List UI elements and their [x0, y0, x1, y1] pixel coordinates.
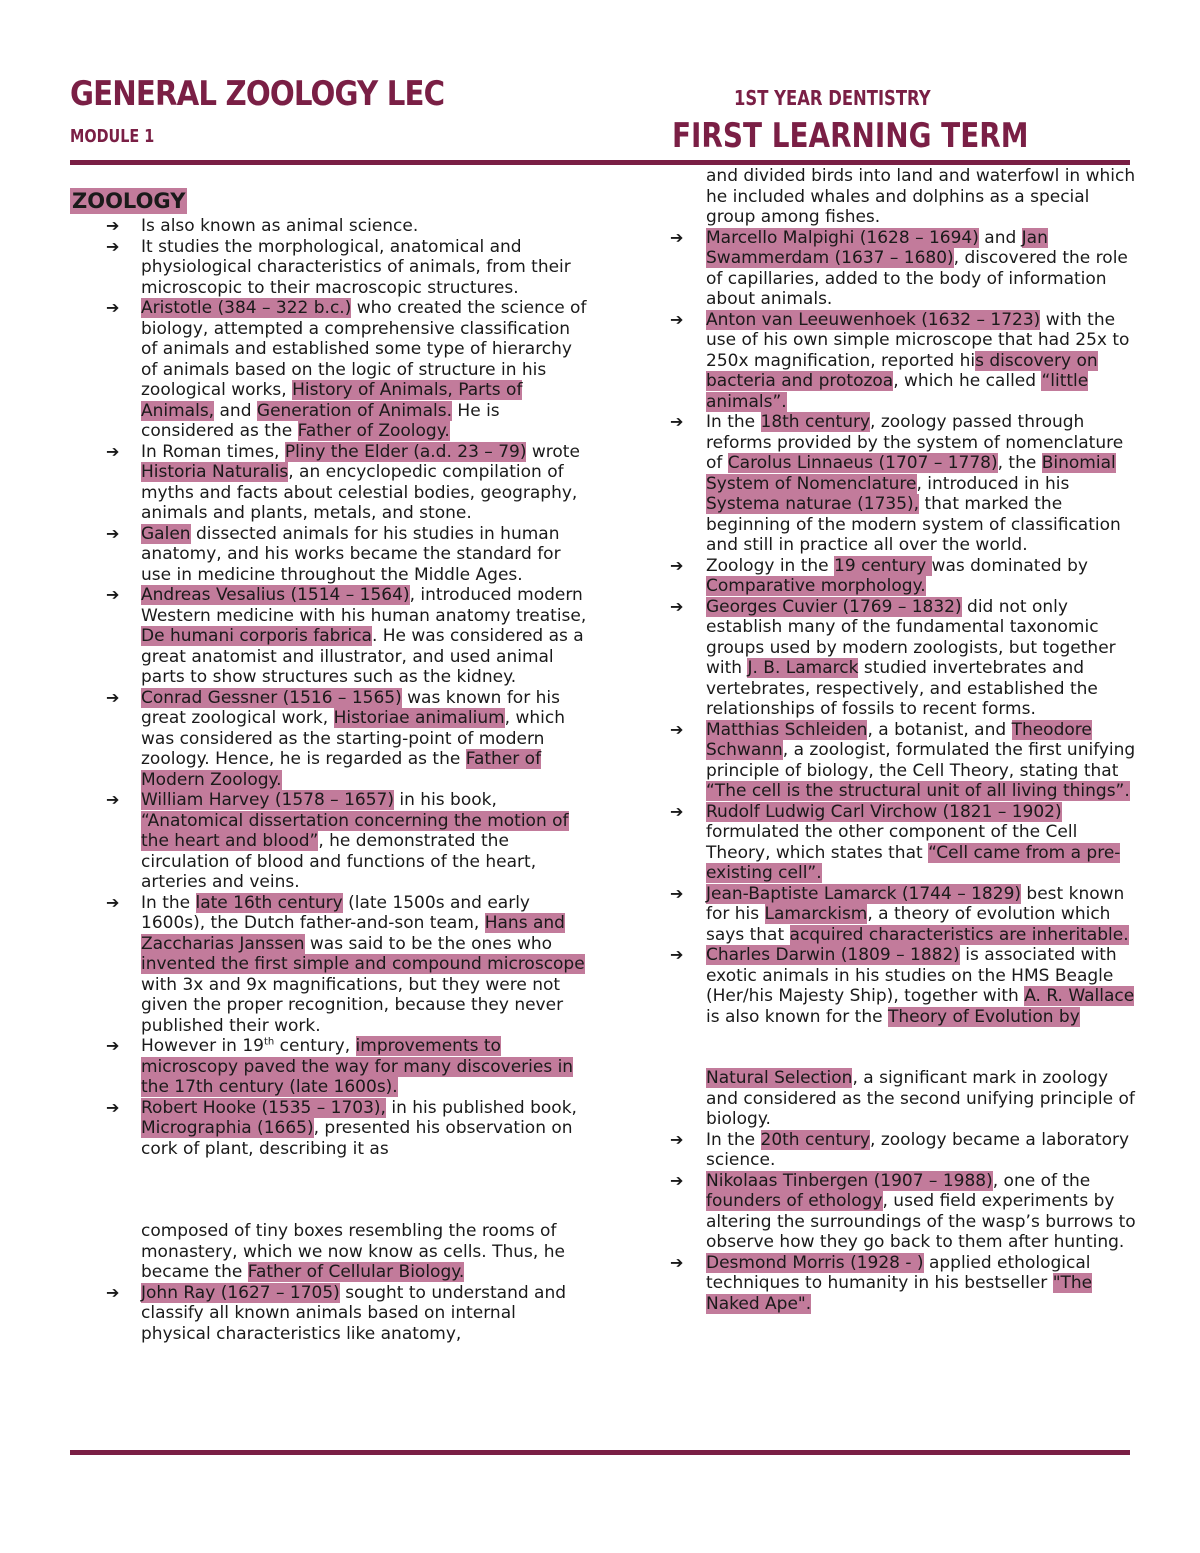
bullet-item [668, 1171, 1138, 1253]
text-run: that marked the beginning of the modern system of classification and still in practice all over the world. [706, 494, 1121, 555]
highlighted-text: Aristotle (384 – 322 b.c.) [141, 298, 352, 318]
highlighted-text: acquired characteristics are inheritable. [789, 924, 1129, 945]
module-label: MODULE 1 [70, 126, 155, 147]
highlighted-text: Carolus Linnaeus (1707 – 1778) [727, 453, 998, 473]
text-run: composed of tiny boxes resembling the rooms of monastery, which we now know as cells. Thus, he became the [141, 1221, 565, 1282]
highlighted-text: Historia Naturalis [141, 462, 289, 482]
highlighted-text: Hans and Zaccharias Janssen [141, 913, 565, 954]
highlighted-text: William Harvey (1578 – 1657) [141, 790, 394, 810]
bullet-item [70, 893, 590, 1037]
highlighted-text: 19 century [834, 555, 932, 576]
text-run: was said to be the ones who [304, 933, 553, 954]
left-list [70, 216, 590, 1159]
highlighted-text: Generation of Animals. [256, 400, 453, 421]
highlighted-text: Father of Zoology. [297, 421, 450, 441]
arrow-bullet-icon: ➔ [106, 1282, 120, 1302]
text-run: century, [274, 1036, 356, 1056]
arrow-bullet-icon: ➔ [670, 801, 684, 821]
arrow-bullet-icon: ➔ [670, 719, 684, 739]
highlighted-text: History of Animals, Parts of Animals, [141, 380, 523, 421]
arrow-bullet-icon: ➔ [670, 555, 684, 575]
bullet-item [70, 298, 590, 442]
right-lead: and divided birds into land and waterfowl in which he included whales and dolphins as a special group among fishes. [706, 166, 1136, 227]
highlighted-text: Jan Swammerdam (1637 – 1680) [706, 227, 1048, 268]
arrow-bullet-icon: ➔ [670, 412, 684, 431]
highlighted-text: “Anatomical dissertation concerning the motion of the heart and blood” [141, 810, 569, 851]
bullet-item [668, 412, 1138, 556]
highlighted-text: Rudolf Ludwig Carl Virchow (1821 – 1902) [706, 801, 1062, 822]
right-column [668, 166, 1138, 1314]
text-run: . He was considered as a great anatomist and illustrator, and used animal parts to show structures such as the kidney. [141, 626, 584, 687]
bottom-divider [70, 1450, 1130, 1455]
arrow-bullet-icon: ➔ [106, 298, 120, 317]
bullet-item [668, 720, 1138, 802]
arrow-bullet-icon: ➔ [106, 1097, 120, 1117]
highlighted-text: Galen [141, 523, 191, 544]
highlighted-text: Marcello Malpighi (1628 – 1694) [706, 227, 979, 248]
text-run: , zoology passed through reforms provided by the system of nomenclature of [706, 412, 1124, 473]
highlighted-text: Conrad Gessner (1516 – 1565) [141, 687, 402, 708]
text-run: (late 1500s and early 1600s), the Dutch father-and-son team, [141, 892, 530, 933]
arrow-bullet-icon: ➔ [106, 892, 120, 912]
highlighted-text: “The cell is the structural unit of all living things”. [706, 781, 1130, 801]
text-run: , a botanist, and [867, 719, 1012, 740]
bullet-item [70, 1283, 590, 1345]
arrow-bullet-icon: ➔ [106, 523, 120, 543]
text-run: He is considered as the [141, 400, 500, 441]
text-run: , used field experiments by altering the surroundings of the wasp’s burrows to observe how they go back to them after hunting. [706, 1191, 1136, 1252]
text-run: th [264, 1036, 275, 1048]
bullet-item [668, 802, 1138, 884]
bullet-item [70, 1036, 590, 1098]
text-run: , which he called [893, 371, 1042, 391]
text-run: , introduced in his [916, 473, 1070, 494]
highlighted-text: J. B. Lamarck [747, 658, 859, 678]
year-label: 1ST YEAR DENTISTRY [734, 86, 931, 110]
text-run: studied invertebrates and vertebrates, respectively, and established the relationships of fossils to recent forms. [706, 658, 1098, 719]
bullet-item [668, 945, 1138, 1027]
text-run: , a theory of evolution which says that [706, 904, 1111, 945]
left-list-2 [70, 1283, 590, 1345]
highlighted-text: "The Naked Ape". [706, 1273, 1093, 1314]
bullet-item [70, 790, 590, 893]
highlighted-text: Jean-Baptiste Lamarck (1744 – 1829) [706, 883, 1022, 904]
text-run: It studies the morphological, anatomical and physiological characteristics of animals, from their microscopic to their macroscopic structures. [141, 236, 571, 298]
bullet-item [70, 524, 590, 586]
right-continuation [668, 1068, 1138, 1130]
text-run: In the [141, 892, 196, 913]
right-list [668, 228, 1138, 1028]
text-run: is also known for the [706, 1006, 888, 1027]
text-run: , an encyclopedic compilation of myths and facts about celestial bodies, geography, animals and plants, metals, and stone. [141, 462, 578, 523]
bullet-item [668, 1130, 1138, 1171]
text-run: did not only establish many of the fundamental taxonomic groups used by modern zoologists, but together with [706, 596, 1116, 678]
highlighted-text: “Cell came from a pre-existing cell”. [706, 842, 1121, 883]
highlighted-text: Robert Hooke (1535 – 1703), [141, 1097, 386, 1118]
highlighted-text: Charles Darwin (1809 – 1882) [706, 945, 960, 965]
highlighted-text: Natural Selection [706, 1068, 853, 1088]
text-run: , a significant mark in zoology and considered as the second unifying principle of biology. [706, 1068, 1135, 1129]
highlighted-text: Anton van Leeuwenhoek (1632 – 1723) [706, 309, 1041, 330]
bullet-item [668, 597, 1138, 720]
bullet-item [70, 237, 590, 299]
text-run: was dominated by [931, 555, 1088, 576]
text-run: However in 19 [141, 1036, 264, 1056]
highlighted-text: founders of ethology [706, 1191, 883, 1211]
text-run: was known for his great zoological work, [141, 687, 560, 728]
arrow-bullet-icon: ➔ [670, 227, 684, 247]
arrow-bullet-icon: ➔ [106, 236, 120, 256]
text-run: Is also known as [141, 216, 286, 236]
text-run: dissected animals for his studies in human anatomy, and his works became the standard for use in medicine throughout the Middle Ages. [141, 523, 561, 585]
highlighted-text: Nikolaas Tinbergen (1907 – 1988) [706, 1170, 993, 1191]
highlighted-text: Comparative morphology. [706, 576, 926, 596]
highlighted-text: De humani corporis fabrica [141, 626, 372, 646]
text-run: , a zoologist, formulated the first unifying principle of biology, the Cell Theory, stating that [706, 740, 1136, 781]
bullet-item [70, 1098, 590, 1160]
arrow-bullet-icon: ➔ [670, 596, 684, 616]
text-run: formulated the other component of the Cell Theory, which states that [706, 822, 1078, 863]
bullet-item [668, 228, 1138, 310]
text-run: who created the science of biology, attempted a comprehensive classification of animals and established some type of hierarchy of animals based on the logic of structure in his zoological works, [141, 298, 587, 400]
document-title: GENERAL ZOOLOGY LEC [70, 74, 445, 114]
highlighted-text: Andreas Vesalius (1514 – 1564) [141, 585, 410, 605]
highlighted-text: Father of Modern Zoology. [141, 749, 542, 790]
text-run: in his book, [393, 790, 497, 810]
highlighted-text: Georges Cuvier (1769 – 1832) [706, 596, 962, 617]
text-run: with 3x and 9x magnifications, but they were not given the proper recognition, because they never published their work. [141, 974, 564, 1036]
text-run: in his published book, [385, 1097, 577, 1118]
right-list-2 [668, 1130, 1138, 1315]
text-run: , presented his observation on cork of plant, describing it as [141, 1118, 573, 1159]
text-run: sought to understand and classify all known animals based on internal physical characteristics like anatomy, [141, 1282, 567, 1344]
text-run: applied ethological techniques to humanity in his bestseller [706, 1252, 1091, 1293]
highlighted-text: Systema naturae (1735), [706, 494, 920, 514]
bullet-item [70, 216, 590, 237]
text-run: is associated with exotic animals in his studies on the HMS Beagle (Her/his Majesty Ship), together with [706, 945, 1117, 1006]
highlighted-text: A. R. Wallace [1024, 986, 1135, 1006]
left-column [70, 188, 590, 1344]
text-run: and [214, 400, 257, 421]
term-title: FIRST LEARNING TERM [672, 116, 1029, 156]
arrow-bullet-icon: ➔ [670, 1252, 684, 1272]
header-right [672, 86, 1107, 156]
highlighted-text: “little animals”. [706, 371, 1089, 412]
text-run: best known for his [706, 883, 1125, 924]
text-run: Zoology in the [706, 555, 835, 576]
bullet-item [70, 442, 590, 524]
bullet-item [70, 688, 590, 791]
text-run: , zoology became a laboratory science. [706, 1129, 1130, 1170]
arrow-bullet-icon: ➔ [106, 687, 120, 707]
arrow-bullet-icon: ➔ [670, 309, 684, 329]
arrow-bullet-icon: ➔ [106, 790, 120, 809]
highlighted-text: invented the first simple and compound microscope [141, 954, 585, 974]
arrow-bullet-icon: ➔ [670, 1129, 684, 1149]
top-divider [70, 160, 1130, 165]
highlighted-text: Lamarckism [764, 904, 868, 924]
bullet-item [668, 1253, 1138, 1315]
highlighted-text: Matthias Schleiden [706, 719, 868, 740]
text-run: and [978, 227, 1022, 248]
bullet-item [668, 884, 1138, 946]
text-run: In the [706, 1129, 761, 1150]
section-title: ZOOLOGY [72, 189, 186, 213]
text-run: wrote [526, 441, 580, 462]
highlighted-text: Theodore Schwann [706, 719, 1092, 760]
text-run: , he demonstrated the circulation of blood and functions of the heart, arteries and veins. [141, 831, 537, 892]
text-run: , discovered the role of capillaries, added to the body of information about animals. [706, 248, 1128, 309]
arrow-bullet-icon: ➔ [670, 945, 684, 964]
highlighted-text: s discovery on bacteria and protozoa [706, 350, 1098, 391]
arrow-bullet-icon: ➔ [670, 1170, 684, 1190]
text-run: animal science. [285, 216, 419, 236]
highlighted-text: Pliny the Elder (a.d. 23 – 79) [284, 441, 527, 462]
arrow-bullet-icon: ➔ [106, 1036, 120, 1055]
header-left [70, 74, 505, 147]
highlighted-text: John Ray (1627 – 1705) [141, 1282, 340, 1303]
highlighted-text: Theory of Evolution by [887, 1006, 1080, 1027]
highlighted-text: Desmond Morris (1928 - ) [706, 1252, 924, 1273]
text-run: with the use of his own simple microscope that had 25x to 250x magnification, reported hi [706, 309, 1130, 371]
highlighted-text: Micrographia (1665) [141, 1118, 314, 1138]
highlighted-text: Historiae animalium [333, 708, 505, 728]
highlighted-text: 18th century [760, 412, 871, 432]
left-continuation [70, 1221, 590, 1283]
highlighted-text: Binomial System of Nomenclature [706, 453, 1116, 494]
bullet-item [668, 310, 1138, 413]
bullet-item [668, 556, 1138, 597]
highlighted-text: 20th century [760, 1129, 871, 1150]
highlighted-text: improvements to microscopy paved the way for many discoveries in the 17th century (late 1600s). [141, 1036, 574, 1097]
text-run: In the [706, 412, 761, 432]
bullet-item [70, 585, 590, 688]
text-run: , introduced modern Western medicine with his human anatomy treatise, [141, 585, 587, 626]
arrow-bullet-icon: ➔ [670, 883, 684, 903]
arrow-bullet-icon: ➔ [106, 585, 120, 604]
highlighted-text: late 16th century [195, 892, 343, 913]
arrow-bullet-icon: ➔ [106, 216, 120, 235]
highlighted-text: Father of Cellular Biology. [247, 1262, 465, 1282]
text-run: , which was considered as the starting-point of modern zoology. Hence, he is regarded as the [141, 708, 566, 769]
text-run: , the [997, 453, 1042, 473]
text-run: , one of the [992, 1170, 1091, 1191]
arrow-bullet-icon: ➔ [106, 441, 120, 461]
text-run: In Roman times, [141, 441, 285, 462]
